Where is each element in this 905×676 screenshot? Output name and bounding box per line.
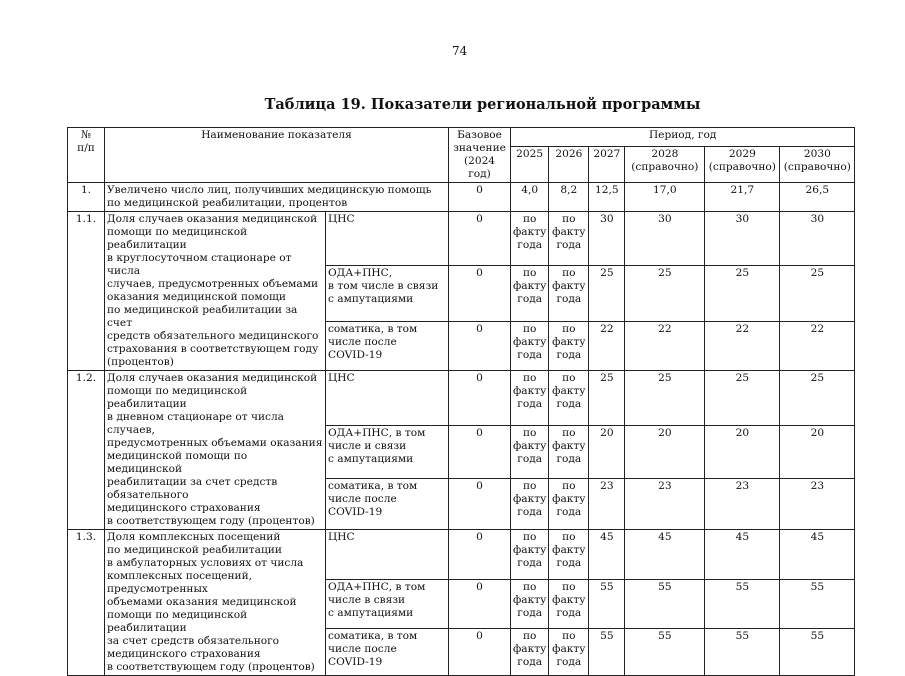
row-name: Увеличено число лиц, получивших медицинскую помощь по медицинской реабилитации, процентов: [105, 183, 449, 212]
row-value: 12,5: [589, 183, 625, 212]
row-subgroup: ЦНС: [326, 530, 449, 580]
row-base: 0: [449, 530, 511, 580]
header-name: Наименование показателя: [105, 128, 449, 183]
row-value: 45: [625, 530, 705, 580]
row-subgroup: соматика, в том числе после COVID-19: [326, 478, 449, 529]
row-value: 30: [625, 212, 705, 266]
row-subgroup: ЦНС: [326, 371, 449, 426]
row-value: 22: [625, 321, 705, 370]
header-year: 2028 (справочно): [625, 147, 705, 183]
row-value: по факту года: [549, 628, 589, 675]
row-base: 0: [449, 183, 511, 212]
table-title: Таблица 19. Показатели региональной программы: [264, 96, 701, 113]
row-value: 25: [589, 266, 625, 321]
row-value: 20: [780, 425, 855, 478]
row-no: 1.2.: [68, 371, 105, 530]
header-year: 2026: [549, 147, 589, 183]
row-value: 20: [625, 425, 705, 478]
row-value: 25: [705, 371, 780, 426]
row-value: по факту года: [549, 212, 589, 266]
table-row: [68, 183, 855, 212]
row-base: 0: [449, 321, 511, 370]
row-value: 45: [780, 530, 855, 580]
row-value: 25: [625, 266, 705, 321]
row-value: 22: [589, 321, 625, 370]
header-year: 2030 (справочно): [780, 147, 855, 183]
row-base: 0: [449, 628, 511, 675]
row-value: 22: [780, 321, 855, 370]
header-period: Период, год: [511, 128, 855, 147]
row-base: 0: [449, 580, 511, 628]
row-value: по факту года: [549, 321, 589, 370]
row-name: Доля случаев оказания медицинской помощи по медицинской реабилитации в круглосуточном стационаре от числа случаев, предусмотренных объемами оказания медицинской помощи по медицинской реабилитации за счет средств обязательного медицинского страхования в соответствующем году (процентов): [105, 212, 326, 371]
row-value: 25: [780, 371, 855, 426]
row-value: 23: [625, 478, 705, 529]
row-value: по факту года: [511, 212, 549, 266]
row-name: Доля комплексных посещений по медицинской реабилитации в амбулаторных условиях от числа комплексных посещений, предусмотренных объемами оказания медицинской помощи по медицинской реабилитации за счет средств обязательного медицинского страхования в соответствующем году (процентов): [105, 530, 326, 676]
row-value: по факту года: [549, 580, 589, 628]
row-value: 30: [705, 212, 780, 266]
row-value: по факту года: [511, 266, 549, 321]
row-value: 26,5: [780, 183, 855, 212]
row-value: по факту года: [511, 371, 549, 426]
row-value: 25: [589, 371, 625, 426]
header-no: № п/п: [68, 128, 105, 183]
row-value: 23: [589, 478, 625, 529]
table-row: [68, 371, 855, 426]
header-row: [68, 128, 855, 147]
row-base: 0: [449, 371, 511, 426]
row-value: 55: [705, 580, 780, 628]
row-value: по факту года: [511, 628, 549, 675]
row-value: 8,2: [549, 183, 589, 212]
row-value: 25: [705, 266, 780, 321]
row-value: 45: [589, 530, 625, 580]
row-value: 23: [705, 478, 780, 529]
row-subgroup: ОДА+ПНС, в том числе в связи с ампутациями: [326, 580, 449, 628]
page-number: 74: [452, 44, 468, 58]
row-subgroup: соматика, в том числе после COVID-19: [326, 321, 449, 370]
row-value: 25: [780, 266, 855, 321]
row-base: 0: [449, 266, 511, 321]
row-value: 55: [625, 628, 705, 675]
table-row: [68, 530, 855, 580]
row-value: по факту года: [549, 478, 589, 529]
row-value: 55: [625, 580, 705, 628]
row-value: 55: [780, 580, 855, 628]
row-value: 21,7: [705, 183, 780, 212]
row-value: 20: [589, 425, 625, 478]
row-value: 55: [780, 628, 855, 675]
row-no: 1.: [68, 183, 105, 212]
row-value: по факту года: [549, 425, 589, 478]
row-subgroup: ОДА+ПНС, в том числе в связи с ампутациями: [326, 266, 449, 321]
row-value: 4,0: [511, 183, 549, 212]
header-year: 2027: [589, 147, 625, 183]
row-value: по факту года: [511, 425, 549, 478]
row-value: по факту года: [549, 371, 589, 426]
row-value: по факту года: [511, 478, 549, 529]
row-value: 30: [589, 212, 625, 266]
row-value: по факту года: [511, 321, 549, 370]
row-subgroup: ОДА+ПНС, в том числе и связи с ампутациями: [326, 425, 449, 478]
indicators-table: [67, 127, 855, 676]
row-value: 30: [780, 212, 855, 266]
row-value: 23: [780, 478, 855, 529]
row-value: 22: [705, 321, 780, 370]
row-value: 17,0: [625, 183, 705, 212]
header-base: Базовое значение (2024 год): [449, 128, 511, 183]
table-row: [68, 212, 855, 266]
row-subgroup: соматика, в том числе после COVID-19: [326, 628, 449, 675]
row-value: по факту года: [549, 266, 589, 321]
row-no: 1.1.: [68, 212, 105, 371]
row-value: 55: [589, 580, 625, 628]
row-value: 55: [705, 628, 780, 675]
row-value: 45: [705, 530, 780, 580]
row-value: 55: [589, 628, 625, 675]
header-year: 2025: [511, 147, 549, 183]
row-base: 0: [449, 212, 511, 266]
header-year: 2029 (справочно): [705, 147, 780, 183]
row-base: 0: [449, 425, 511, 478]
row-no: 1.3.: [68, 530, 105, 676]
row-name: Доля случаев оказания медицинской помощи по медицинской реабилитации в дневном стационаре от числа случаев, предусмотренных объемами оказания медицинской помощи по медицинской реабилитации за счет средств обязательного медицинского страхования в соответствующем году (процентов): [105, 371, 326, 530]
row-value: 20: [705, 425, 780, 478]
row-value: по факту года: [511, 530, 549, 580]
row-value: 25: [625, 371, 705, 426]
row-value: по факту года: [511, 580, 549, 628]
row-base: 0: [449, 478, 511, 529]
row-value: по факту года: [549, 530, 589, 580]
row-subgroup: ЦНС: [326, 212, 449, 266]
